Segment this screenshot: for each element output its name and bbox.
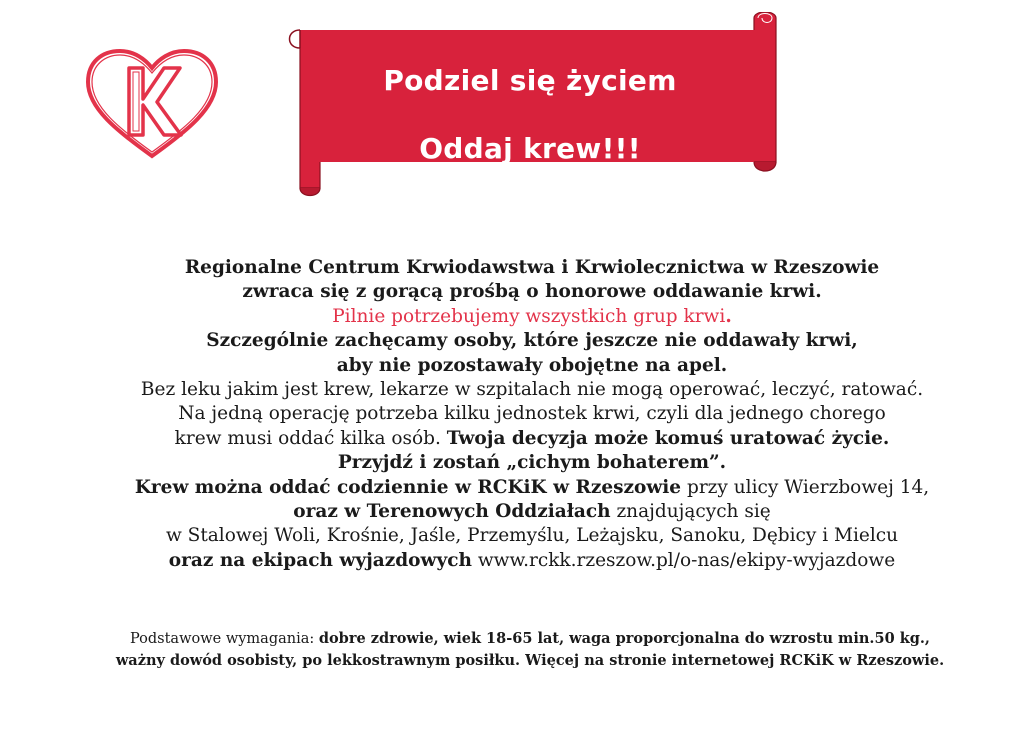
urgent-note-period: . [725, 305, 732, 327]
heart-k-logo-icon [82, 46, 222, 166]
requirements-line-2: ważny dowód osobisty, po lekkostrawnym posiłku. Więcej na stronie internetowej RCKiK w Rzeszowie. [115, 652, 945, 669]
banner-title: Podziel się życiem [383, 64, 677, 97]
body-line-5: aby nie pozostawały obojętne na apel. [336, 354, 728, 376]
banner-subtitle: Oddaj krew!!! [419, 132, 641, 165]
body-line-11-bold: oraz w Terenowych Oddziałach [293, 501, 611, 523]
requirements-label: Podstawowe wymagania: [129, 631, 315, 647]
body-line-11-end: znajdujących się [616, 501, 771, 523]
body-line-6: Bez leku jakim jest krew, lekarze w szpitalach nie mogą operować, leczyć, ratować. [140, 379, 924, 401]
body-line-10-bold: Krew można oddać codziennie w RCKiK w Rzeszowie [134, 476, 682, 498]
body-line-13 [40, 549, 1024, 573]
body-line-2: zwraca się z gorącą prośbą o honorowe oddawanie krwi. [242, 281, 822, 303]
body-line-9: Przyjdź i zostań „cichym bohaterem”. [337, 452, 727, 474]
appeal-text [40, 256, 1024, 573]
banner-scroll [280, 12, 780, 202]
body-line-12: w Stalowej Woli, Krośnie, Jaśle, Przemyślu, Leżajsku, Sanoku, Dębicy i Mielcu [165, 525, 899, 547]
body-line-13-bold: oraz na ekipach wyjazdowych [168, 549, 472, 571]
body-line-8 [40, 427, 1024, 451]
body-line-3 [40, 305, 1024, 329]
website-link[interactable]: www.rckk.rzeszow.pl/o-nas/ekipy-wyjazdowe [477, 549, 896, 571]
body-line-8-bold: Twoja decyzja może komuś uratować życie. [446, 427, 890, 449]
body-line-11 [40, 500, 1024, 524]
body-line-1: Regionalne Centrum Krwiodawstwa i Krwiolecznictwa w Rzeszowie [184, 257, 880, 278]
body-line-10 [40, 476, 1024, 500]
body-line-4: Szczególnie zachęcamy osoby, które jeszcze nie oddawały krwi, [206, 330, 858, 352]
requirements-list: dobre zdrowie, wiek 18-65 lat, waga proporcjonalna do wzrostu min.50 kg., [318, 630, 930, 647]
requirements-note [0, 628, 1024, 672]
body-line-10-end: przy ulicy Wierzbowej 14, [686, 476, 930, 498]
body-line-8-start: krew musi oddać kilka osób. [174, 427, 441, 449]
requirements-line-1 [0, 628, 1024, 650]
urgent-note: Pilnie potrzebujemy wszystkich grup krwi [332, 305, 726, 327]
body-line-7: Na jedną operację potrzeba kilku jednostek krwi, czyli dla jednego chorego [178, 403, 886, 425]
